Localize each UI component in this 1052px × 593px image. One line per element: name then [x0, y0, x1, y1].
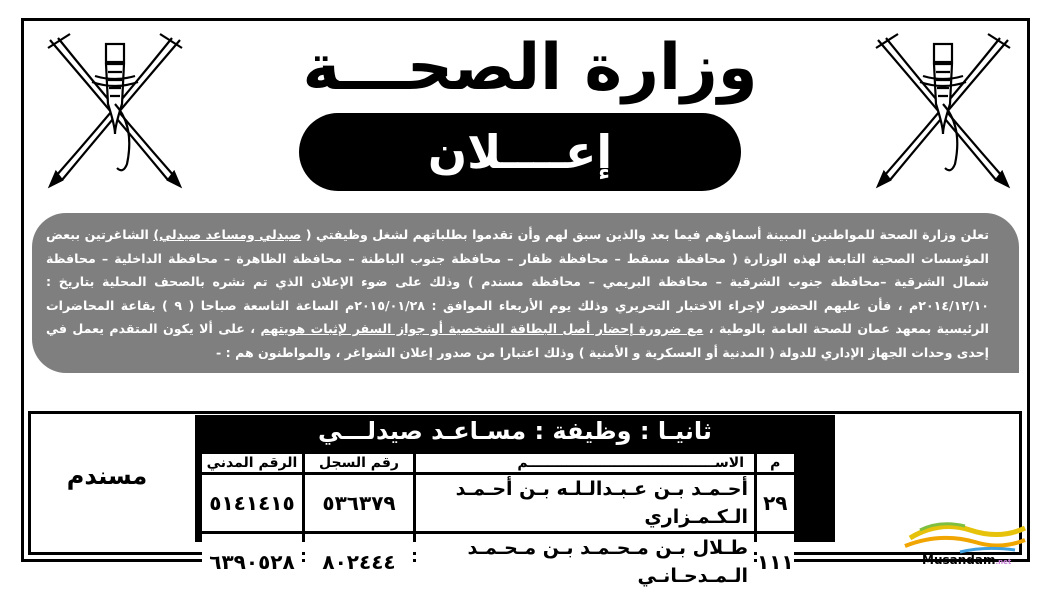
- candidates-table: [199, 451, 797, 593]
- row-reg: ٥٣٦٣٧٩: [305, 475, 413, 531]
- national-emblem-icon: [868, 30, 1018, 190]
- watermark-suffix: .net: [995, 558, 1012, 566]
- region-label: مسندم: [66, 462, 148, 490]
- watermark-text: [922, 553, 1011, 567]
- announcement-banner: إعــــلان: [299, 113, 741, 191]
- row-civil: ٥١٤١٤١٥: [202, 475, 302, 531]
- header-num: م: [757, 454, 794, 472]
- notice-text-part-3: ، على ألا يكون المتقدم يعمل في إحدى وحدات الجهاز الإداري للدولة ( المدنية أو العسكرية و الأمنية ) وذلك اعتبارا من صدور إعلان الشواغر ، والمواطنون هم : -: [46, 321, 989, 360]
- row-name: أحـمـد بـن عـبـدالـلـه بـن أحـمـد الـكـمـزاري: [416, 475, 754, 531]
- notice-id-requirement: مع ضرورة إحضار أصل البطاقة الشخصية أو جواز السفر لإثبات هويتهم: [260, 321, 704, 336]
- notice-body: [32, 213, 1019, 373]
- notice-jobs-underlined: صيدلي ومساعد صيدلي): [153, 227, 302, 242]
- header-civil: الرقم المدني: [202, 454, 302, 472]
- table-header-row: [202, 454, 794, 472]
- header-reg: رقم السجل: [305, 454, 413, 472]
- row-num: ١١١: [757, 534, 794, 590]
- row-num: ٢٩: [757, 475, 794, 531]
- section-subtitle: ثانيـا : وظيفة : مسـاعـد صيدلـــي: [318, 417, 712, 445]
- row-reg: ٨٠٢٤٤٤: [305, 534, 413, 590]
- candidates-table-box: [195, 415, 835, 587]
- header-name: الاســـــــــــــــــــــــــــــــــــــــم: [416, 454, 754, 472]
- notice-text-part-1: تعلن وزارة الصحة للمواطنين المبينة أسماؤهم فيما بعد والذين سبق لهم وأن تقدموا بطلباتهم لشغل وظيفتي (: [305, 227, 989, 242]
- table-row: [202, 534, 794, 590]
- national-emblem-icon: [40, 30, 190, 190]
- row-name: طـلال بـن مـحـمـد بـن مـحـمـد الـمـدحـانـي: [416, 534, 754, 590]
- notice-text-part-2: الشاغرتين ببعض المؤسسات الصحية التابعة لهذه الوزارة ( محافظة مسقط – محافظة ظفار – محافظة جنوب الباطنة – محافظة الظاهرة – محافظة الداخلية – محافظة شمال الشرقية –محافظة جنوب الشرقية – محافظة البريمي – محافظة مسندم ) وذلك على ضوء الإعلان الذي تم نشره بالصحف المحلية بتاريخ : ٢٠١٤/١٢/١٠م ، فأن عليهم الحضور لإجراء الاختبار التحريري وذلك يوم الأربعاء الموافق : ٢٠١٥/٠١/٢٨م الساعة التاسعة صباحا ( ٩ ) بقاعة المحاضرات الرئيسية بمعهد عمان للصحة العامة بالوطية ،: [46, 227, 989, 336]
- watermark-brand: Musandam: [922, 553, 996, 567]
- ministry-title: وزارة الصحـــة: [302, 31, 758, 105]
- table-row: [202, 475, 794, 531]
- row-civil: ٦٣٩٠٥٢٨: [202, 534, 302, 590]
